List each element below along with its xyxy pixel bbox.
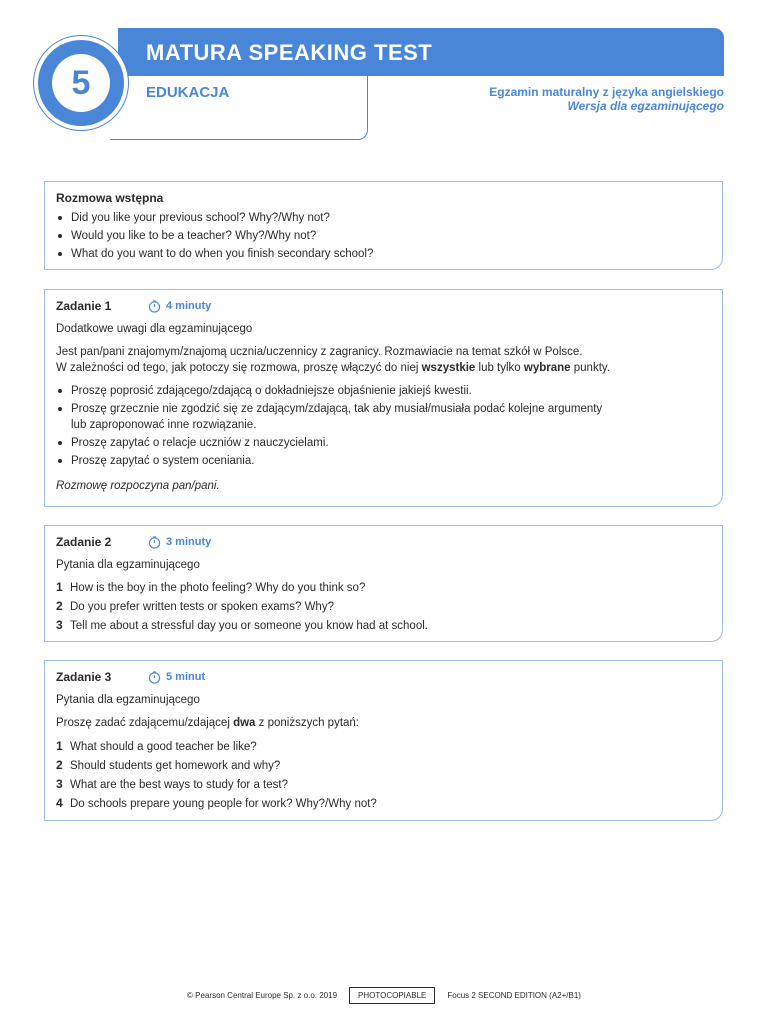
- task1-timer: [148, 300, 211, 313]
- item-text: How is the boy in the photo feeling? Why do you think so?: [70, 582, 366, 594]
- list-item: What do you want to do when you finish secondary school?: [56, 246, 710, 262]
- task2-timer: [148, 536, 211, 549]
- task2-subtitle: Pytania dla egzaminującego: [56, 559, 200, 571]
- text-segment: Proszę zadać zdającemu/zdającej: [56, 717, 234, 729]
- list-item: Proszę zapytać o relacje uczniów z nauczycielami.: [56, 435, 710, 451]
- task1-paragraph: [56, 344, 710, 376]
- item-text: What should a good teacher be like?: [70, 741, 257, 753]
- stopwatch-icon: [148, 671, 161, 684]
- unit-subtitle: EDUKACJA: [146, 84, 230, 101]
- photocopiable-label: PHOTOCOPIABLE: [349, 987, 435, 1004]
- page-title: MATURA SPEAKING TEST: [146, 40, 433, 65]
- task2-time: 3 minuty: [166, 536, 212, 548]
- task3-instruction: [56, 715, 710, 731]
- item-text: Do schools prepare young people for work? Why?/Why not?: [70, 798, 377, 810]
- intro-box: [44, 181, 723, 270]
- task2-header: [56, 535, 710, 549]
- task1-bullets: [56, 383, 710, 469]
- task3-title: Zadanie 3: [56, 670, 112, 684]
- list-item: [56, 598, 710, 615]
- list-item: [56, 776, 710, 793]
- item-number: 4: [56, 796, 63, 810]
- text-segment: Proszę grzecznie nie zgodzić się ze zdającym/zdającą, tak aby musiał/musiała podać kolejne argumenty: [71, 403, 603, 415]
- task1-subtitle: Dodatkowe uwagi dla egzaminującego: [56, 323, 253, 335]
- intro-questions: [56, 210, 710, 262]
- task1-box: [44, 289, 723, 507]
- paragraph-line: [56, 360, 710, 376]
- item-number: 2: [56, 599, 63, 613]
- task3-questions: [56, 738, 710, 812]
- list-item: Proszę zapytać o system oceniania.: [56, 453, 710, 469]
- task3-time: 5 minut: [166, 671, 206, 683]
- task1-closing: Rozmowę rozpoczyna pan/pani.: [56, 480, 220, 492]
- unit-number: 5: [52, 54, 110, 112]
- task2-questions: [56, 579, 710, 634]
- copyright: © Pearson Central Europe Sp. z o.o. 2019: [187, 991, 338, 1000]
- list-item: [56, 579, 710, 596]
- list-item: [56, 738, 710, 755]
- stopwatch-icon: [148, 536, 161, 549]
- item-number: 3: [56, 618, 63, 632]
- paragraph-line: Jest pan/pani znajomym/znajomą ucznia/uczennicy z zagranicy. Rozmawiacie na temat szkół w Polsce.: [56, 346, 583, 358]
- intro-title: Rozmowa wstępna: [56, 191, 164, 205]
- task3-header: [56, 670, 710, 684]
- bold-word: dwa: [233, 717, 256, 729]
- list-item: [56, 795, 710, 812]
- item-number: 1: [56, 739, 63, 753]
- exam-name: Egzamin maturalny z języka angielskiego: [489, 85, 724, 99]
- stopwatch-icon: [148, 300, 161, 313]
- text-segment: punkty.: [570, 362, 610, 374]
- item-text: What are the best ways to study for a test?: [70, 779, 288, 791]
- task2-box: [44, 525, 723, 642]
- list-item: Did you like your previous school? Why?/Why not?: [56, 210, 710, 226]
- list-item: Would you like to be a teacher? Why?/Why not?: [56, 228, 710, 244]
- item-number: 1: [56, 580, 63, 594]
- task3-timer: [148, 671, 205, 684]
- list-item: [56, 757, 710, 774]
- item-number: 2: [56, 758, 63, 772]
- list-item: [56, 401, 710, 433]
- text-segment: W zależności od tego, jak potoczy się rozmowa, proszę włączyć do niej: [56, 362, 422, 374]
- list-item: Proszę poprosić zdającego/zdającą o dokładniejsze objaśnienie jakiejś kwestii.: [56, 383, 710, 399]
- item-text: Should students get homework and why?: [70, 760, 281, 772]
- task1-header: [56, 299, 710, 313]
- bold-word: wszystkie: [421, 362, 476, 374]
- task2-title: Zadanie 2: [56, 535, 112, 549]
- text-segment: z poniższych pytań:: [255, 717, 360, 729]
- edition: Focus 2 SECOND EDITION (A2+/B1): [447, 991, 581, 1000]
- exam-version: Wersja dla egzaminującego: [567, 99, 724, 113]
- task3-subtitle: Pytania dla egzaminującego: [56, 694, 200, 706]
- text-segment: lub zaproponować inne rozwiązanie.: [71, 419, 257, 431]
- list-item: [56, 617, 710, 634]
- bold-word: wybrane: [523, 362, 571, 374]
- task1-title: Zadanie 1: [56, 299, 112, 313]
- task1-time: 4 minuty: [166, 300, 212, 312]
- item-text: Do you prefer written tests or spoken exams? Why?: [70, 601, 334, 613]
- page-footer: [0, 987, 768, 1004]
- item-number: 3: [56, 777, 63, 791]
- task3-box: [44, 660, 723, 821]
- text-segment: lub tylko: [475, 362, 524, 374]
- item-text: Tell me about a stressful day you or someone you know had at school.: [70, 620, 428, 632]
